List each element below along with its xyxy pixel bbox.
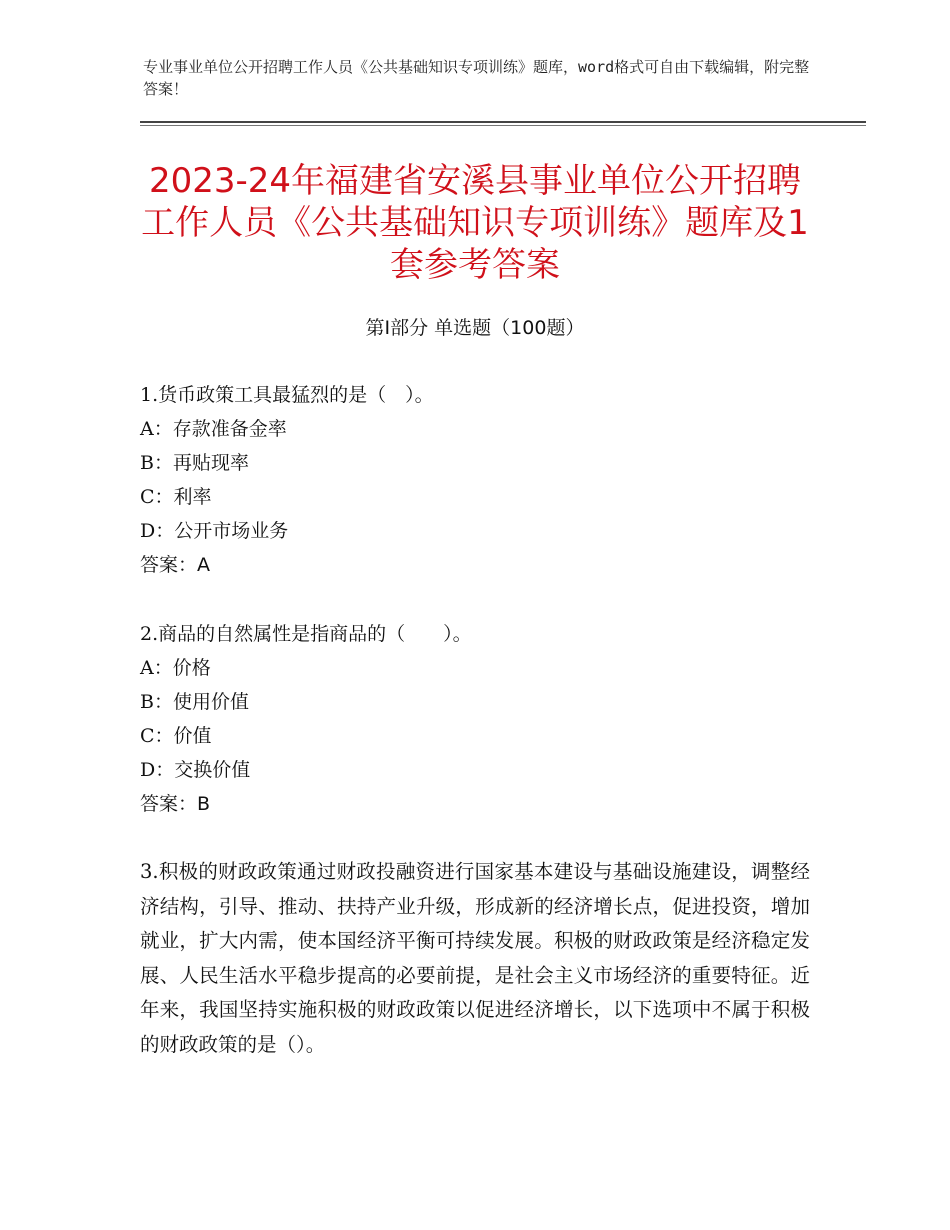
section-title: 第Ⅰ部分 单选题（100题） [365, 317, 585, 339]
question-stem: 2.商品的自然属性是指商品的（ ）。 [140, 623, 472, 645]
question-stem: 1.货币政策工具最猛烈的是（ ）。 [140, 384, 434, 406]
option-b: B：再贴现率 [140, 452, 249, 474]
option-d: D：交换价值 [140, 759, 251, 781]
option-c: C：价值 [140, 725, 212, 747]
question-stem: 3.积极的财政政策通过财政投融资进行国家基本建设与基础设施建设，调整经济结构，引导、推动、扶持产业升级，形成新的经济增长点，促进投资，增加就业，扩大内需，使本国经济平衡可持续发展。积极的财政政策是经济稳定发展、人民生活水平稳步提高的必要前提，是社会主义市场经济的重要特征。近年来，我国坚持实施积极的财政政策以促进经济增长，以下选项中不属于积极的财政政策的是（）。 [140, 860, 810, 1056]
option-a: A：价格 [140, 657, 211, 679]
option-b: B：使用价值 [140, 691, 249, 713]
question-1 [140, 378, 810, 582]
header-note: 专业事业单位公开招聘工作人员《公共基础知识专项训练》题库，word格式可自由下载编辑，附完整答案！ [143, 58, 810, 98]
question-2 [140, 617, 810, 821]
document-title: 2023-24年福建省安溪县事业单位公开招聘工作人员《公共基础知识专项训练》题库及1套参考答案 [141, 161, 809, 285]
option-d: D：公开市场业务 [140, 520, 289, 542]
answer-label: 答案：A [140, 554, 210, 576]
option-a: A：存款准备金率 [140, 418, 287, 440]
answer-label: 答案：B [140, 793, 211, 815]
header-divider [140, 121, 866, 123]
header-divider-thin [140, 125, 866, 126]
question-3 [140, 855, 810, 1062]
option-c: C：利率 [140, 486, 212, 508]
